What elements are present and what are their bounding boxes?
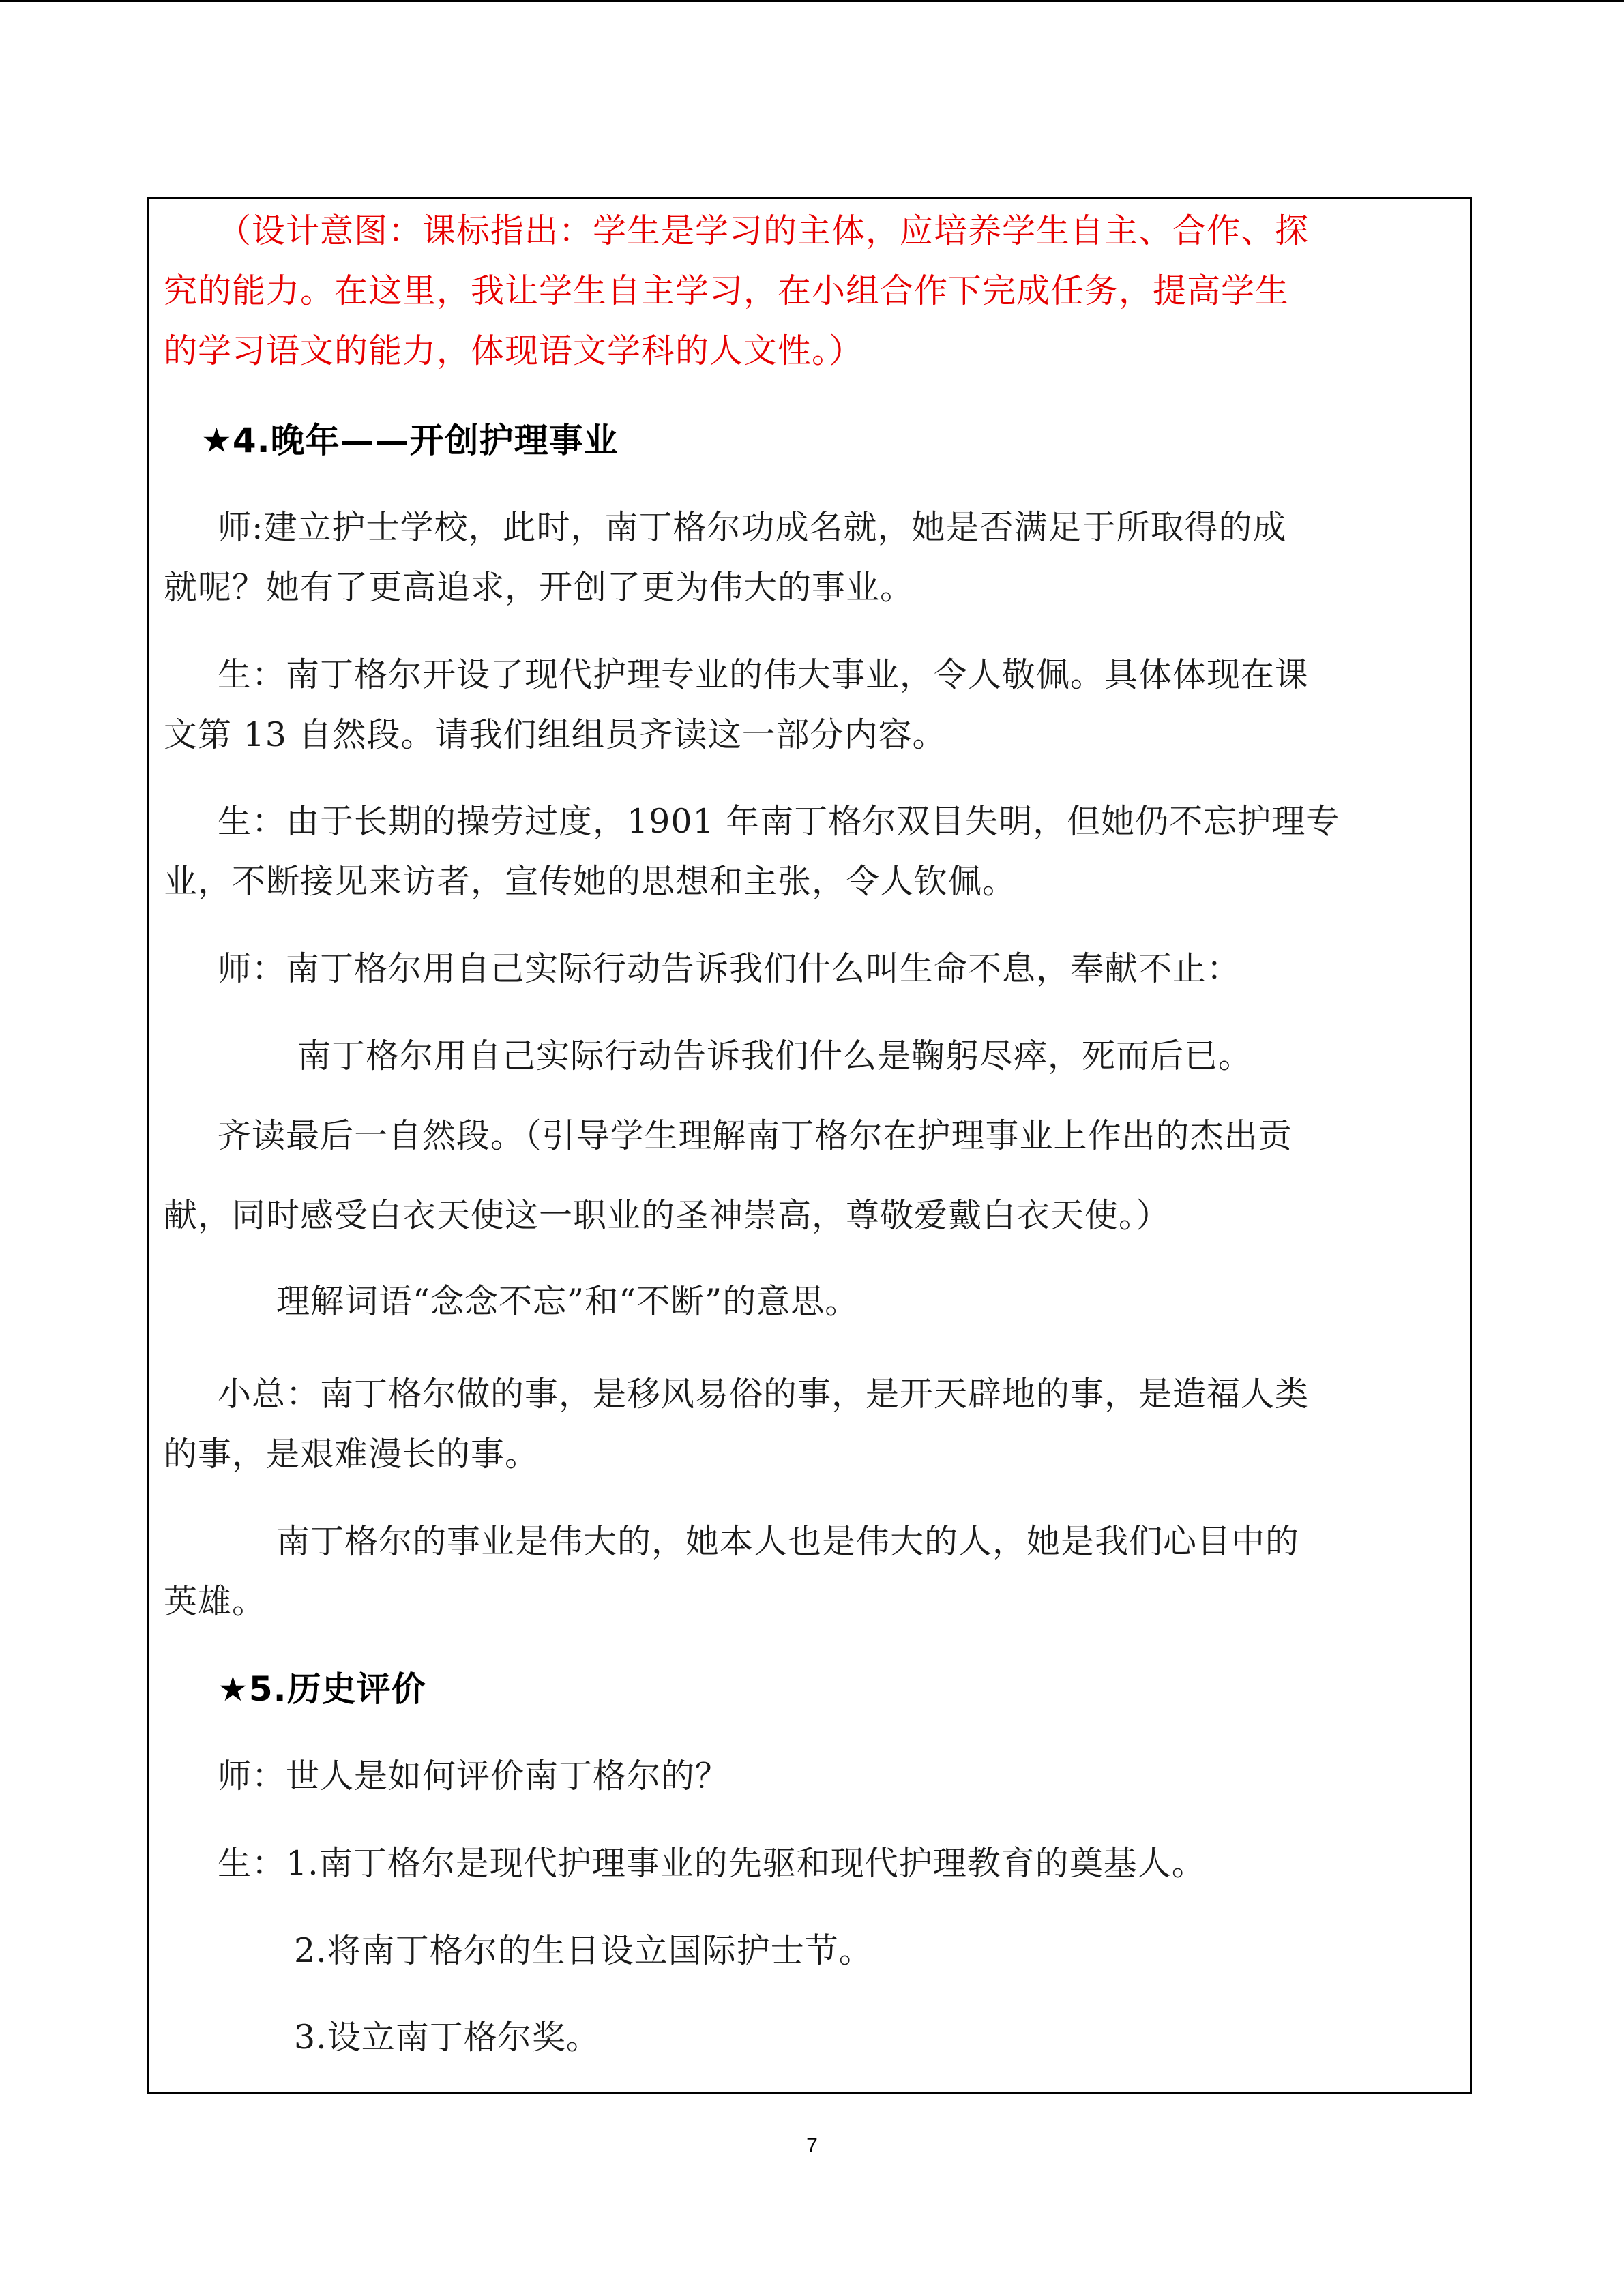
page-number: 7 — [806, 2134, 818, 2157]
paragraph-line: 师:建立护士学校，此时，南丁格尔功成名就，她是否满足于所取得的成 — [218, 508, 1287, 547]
paragraph-line: 文第 13 自然段。请我们组组员齐读这一部分内容。 — [164, 715, 947, 754]
paragraph-line: 的事，是艰难漫长的事。 — [164, 1435, 540, 1474]
paragraph-line: 齐读最后一自然段。（引导学生理解南丁格尔在护理事业上作出的杰出贡 — [218, 1116, 1293, 1155]
paragraph-line: 生：1.南丁格尔是现代护理事业的先驱和现代护理教育的奠基人。 — [218, 1844, 1206, 1883]
paragraph-line: 师：世人是如何评价南丁格尔的？ — [218, 1757, 730, 1795]
paragraph-line: 就呢？她有了更高追求，开创了更为伟大的事业。 — [164, 568, 915, 607]
paragraph-line: 献，同时感受白衣天使这一职业的圣神崇高，尊敬爱戴白衣天使。） — [164, 1196, 1170, 1235]
paragraph-line: 小总：南丁格尔做的事，是移风易俗的事，是开天辟地的事，是造福人类 — [218, 1375, 1310, 1414]
top-rule — [0, 0, 1624, 2]
paragraph-line: 生：南丁格尔开设了现代护理专业的伟大事业，令人敬佩。具体体现在课 — [218, 655, 1310, 694]
design-note-line: 究的能力。在这里，我让学生自主学习，在小组合作下完成任务，提高学生 — [164, 271, 1290, 310]
design-note-line: 的学习语文的能力，体现语文学科的人文性。） — [164, 331, 863, 370]
paragraph-line: 3.设立南丁格尔奖。 — [294, 2018, 600, 2057]
paragraph-line: 南丁格尔用自己实际行动告诉我们什么是鞠躬尽瘁，死而后已。 — [297, 1037, 1253, 1075]
paragraph-line: 生：由于长期的操劳过度，1901 年南丁格尔双目失明，但她仍不忘护理专 — [218, 802, 1340, 841]
section-heading: ★5.历史评价 — [218, 1669, 426, 1709]
paragraph-line: 2.将南丁格尔的生日设立国际护士节。 — [294, 1931, 873, 1970]
design-note-line: （设计意图：课标指出：学生是学习的主体，应培养学生自主、合作、探 — [218, 211, 1310, 250]
paragraph-line: 英雄。 — [164, 1582, 267, 1621]
section-heading: ★4.晚年——开创护理事业 — [201, 421, 619, 460]
paragraph-line: 南丁格尔的事业是伟大的，她本人也是伟大的人，她是我们心目中的 — [276, 1522, 1300, 1561]
paragraph-line: 业，不断接见来访者，宣传她的思想和主张，令人钦佩。 — [164, 862, 1017, 901]
paragraph-line: 理解词语“念念不忘”和“不断”的意思。 — [276, 1282, 859, 1321]
paragraph-line: 师：南丁格尔用自己实际行动告诉我们什么叫生命不息，奉献不止： — [218, 949, 1241, 988]
